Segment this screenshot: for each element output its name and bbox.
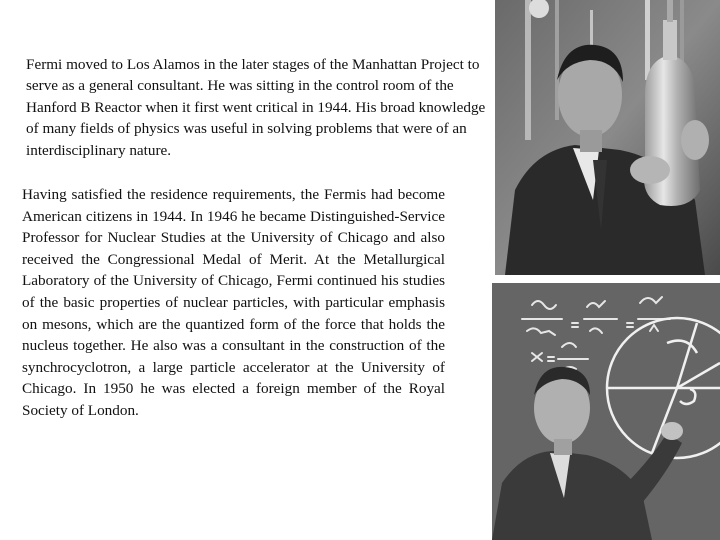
photo-fermi-at-blackboard-image: [492, 283, 720, 540]
photo-fermi-with-apparatus: [495, 0, 720, 275]
photo-fermi-at-blackboard: [492, 283, 720, 540]
photo-fermi-with-apparatus-image: [495, 0, 720, 275]
paragraph-los-alamos: Fermi moved to Los Alamos in the later stages of the Manhattan Project to serve as a general consultant. He was sitting in the control room of the Hanford B Reactor when it first went critical in 1944. His broad knowledge of many fields of physics was useful in solving problems that were of an interdisciplinary nature.: [26, 56, 486, 159]
paragraph-citizenship: Having satisfied the residence requirements, the Fermis had become American citizens in 1944. In 1946 he became Distinguished-Service Professor for Nuclear Studies at the University of Chicago and also received the Congressional Medal of Merit. At the Metallurgical Laboratory of the University of Chicago, Fermi continued his studies of the basic properties of nuclear particles, with particular emphasis on mesons, which are the quantized form of the force that holds the nucleus together. He also was a consultant in the construction of the synchrocyclotron, a large particle accelerator at the University of Chicago. In 1950 he was elected a foreign member of the Royal Society of London.: [22, 186, 445, 419]
